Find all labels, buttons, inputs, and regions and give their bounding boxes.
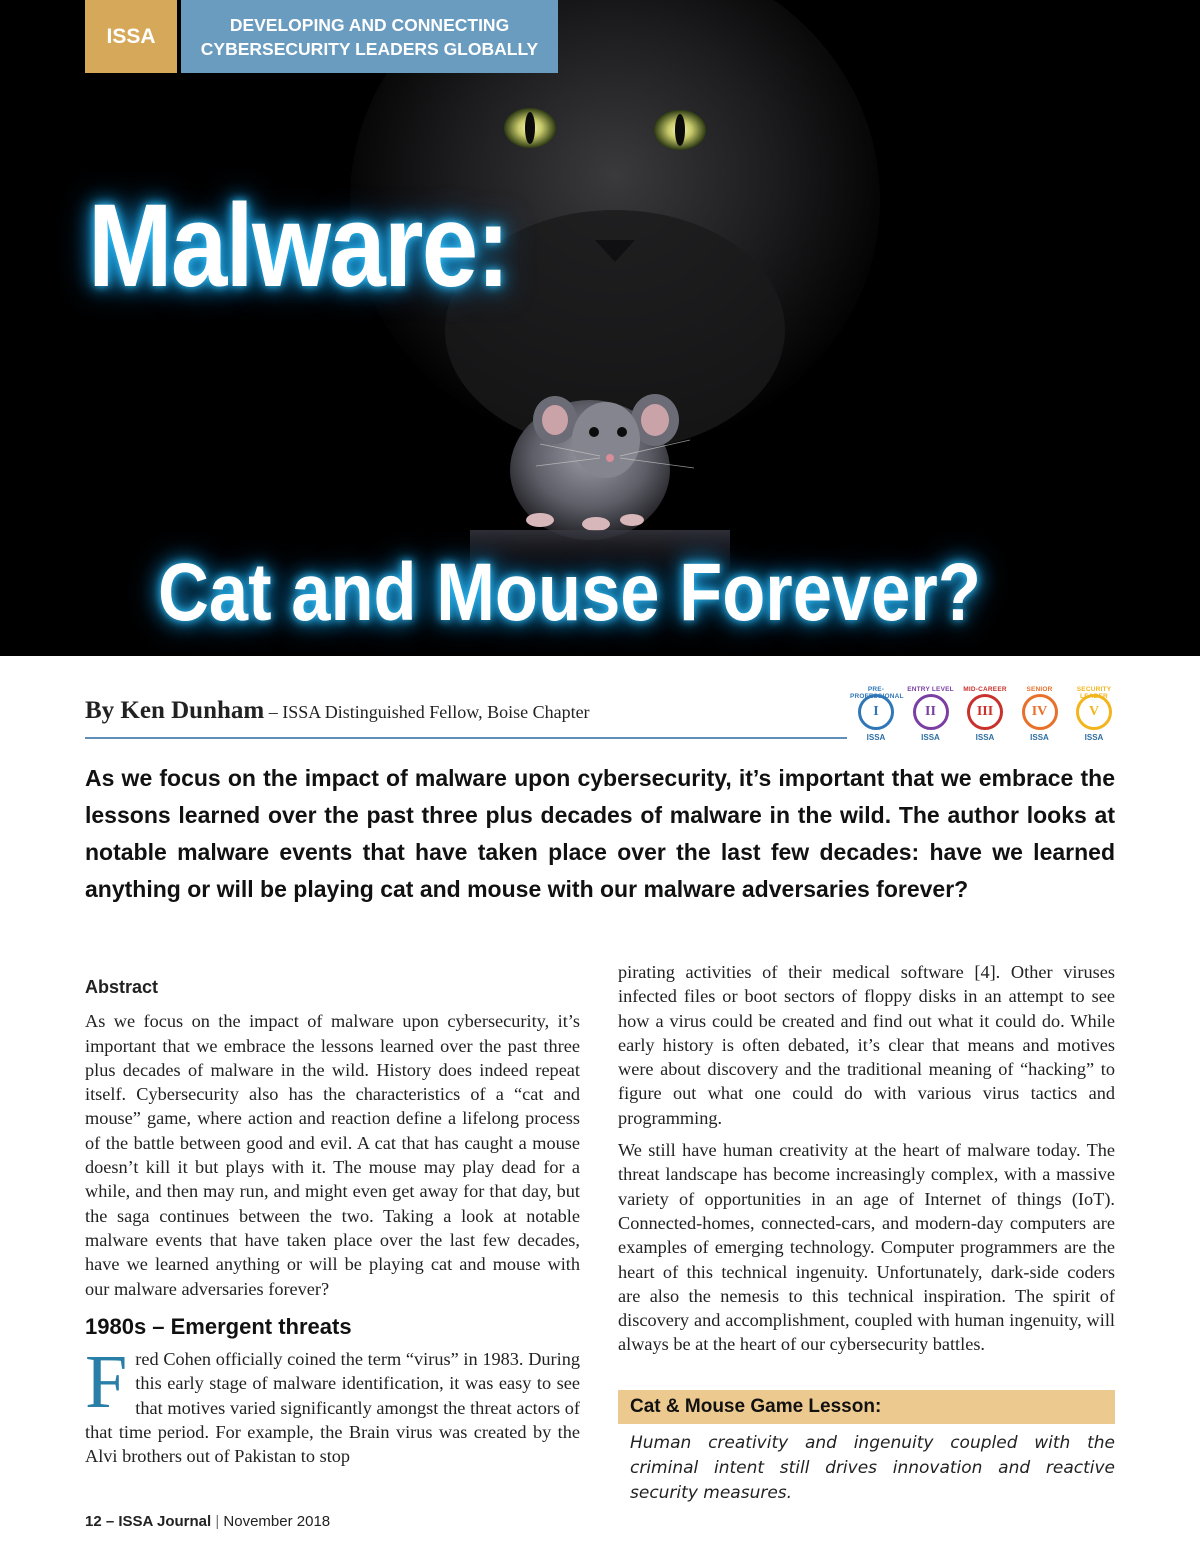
badge-pre-professional (850, 686, 902, 742)
footer-page-label: 12 – ISSA Journal (85, 1513, 212, 1530)
badge-numeral: III (976, 704, 994, 719)
padlock-icon (1022, 694, 1058, 730)
badge-arc-label: PRE-PROFESSIONAL (850, 686, 904, 700)
badge-numeral: V (1088, 704, 1100, 719)
badge-issa-mark: ISSA (866, 733, 886, 742)
byline-divider (85, 737, 847, 739)
badge-arc-label: SECURITY LEADER (1076, 686, 1112, 700)
section-1980s-text (85, 1340, 580, 1468)
badge-security-leader (1068, 686, 1120, 742)
badge-senior (1014, 686, 1066, 742)
right-paragraph-1: pirating activities of their medical software [4]. Other viruses infected files or boot sectors of floppy disks in an attempt to see how a virus could be created and find out what it could do. While early history is often debated, it’s clear that means and motives were about discovery and the traditional meaning of “hacking” to figure out what one could do with various virus tactics and programming. (618, 962, 1115, 1128)
padlock-icon (1076, 694, 1112, 730)
badge-issa-mark: ISSA (921, 733, 940, 742)
badge-issa-mark: ISSA (975, 733, 995, 742)
badge-numeral: I (873, 704, 879, 719)
badge-mid-career (959, 686, 1011, 742)
left-column (85, 975, 580, 1477)
lesson-text: Human creativity and ingenuity coupled with the criminal intent still drives innovation and reactive security measures. (630, 1433, 1115, 1503)
abstract-heading: Abstract (85, 977, 159, 997)
badge-issa-mark: ISSA (1030, 733, 1049, 742)
footer-separator: | (211, 1513, 224, 1530)
hero-banner (0, 0, 1200, 656)
badge-entry-level (905, 686, 957, 742)
article-deck: As we focus on the impact of malware upon cybersecurity, it’s important that we embrace the lessons learned over the past three plus decades of malware in the wild. The author looks at notable malware events that have taken place over the last few decades: have we learned anything or will be playing cat and mouse with our malware adversaries forever? (85, 765, 1115, 902)
article-title-line-1: Malware: (88, 180, 509, 312)
mission-banner (181, 0, 558, 73)
badge-numeral: IV (1031, 704, 1048, 719)
mission-line-1: DEVELOPING AND CONNECTING (229, 14, 510, 35)
issa-tag (85, 0, 177, 73)
lesson-callout (618, 1390, 1115, 1506)
abstract-text: As we focus on the impact of malware upon cybersecurity, it’s important that we embrace the lessons learned over the past three plus decades of malware in the wild. History does indeed repeat itself. Cybersecurity also has the characteristics of a “cat and mouse” game, where action and reaction define a lifelong process of the battle between good and evil. A cat that has caught a mouse doesn’t kill it but plays with it. The mouse may play dead for a while, and then may run, and might even get away for that day, but the saga continues between the two. Taking a look at notable malware events that have taken place over the last few decades, have we learned anything or will be playing cat and mouse with our malware adversaries forever? (85, 1011, 580, 1299)
author-affiliation: – ISSA Distinguished Fellow, Boise Chapter (264, 702, 590, 722)
badge-arc-label: SENIOR (1026, 686, 1053, 693)
lesson-heading: Cat & Mouse Game Lesson: (618, 1390, 1115, 1424)
padlock-icon (967, 694, 1003, 730)
drop-cap: F (85, 1340, 128, 1425)
page-footer (85, 1513, 330, 1530)
footer-date: November 2018 (223, 1513, 331, 1530)
issa-tag-label: ISSA (106, 24, 156, 48)
badge-numeral: II (925, 704, 936, 719)
article-title-line-2: Cat and Mouse Forever? (158, 547, 981, 638)
section-1980s-body: red Cohen officially coined the term “virus” in 1983. During this early stage of malware identification, it was easy to see that motives varied significantly amongst the threat actors of that time period. For example, the Brain virus was created by the Alvi brothers out of Pakistan to stop (85, 1349, 580, 1467)
right-column (618, 960, 1115, 1365)
section-heading-1980s: 1980s – Emergent threats (85, 1313, 352, 1339)
career-level-badges (850, 686, 1120, 742)
right-paragraph-2: We still have human creativity at the heart of malware today. The threat landscape has become increasingly complex, with a massive variety of opportunities in an age of Internet of things (IoT). Connected-homes, connected-cars, and modern-day computers are examples of emerging technology. Computer programmers are the heart of this technical ingenuity. Unfortunately, dark-side coders are also the nemesis to this technical inspiration. The spirit of discovery and accomplishment, coupled with human ingenuity, will always be at the heart of our cybersecurity battles. (618, 1140, 1115, 1355)
padlock-icon (858, 694, 894, 730)
byline (85, 697, 590, 725)
author-name: By Ken Dunham (85, 697, 265, 724)
badge-issa-mark: ISSA (1084, 733, 1104, 742)
padlock-icon (913, 694, 949, 730)
badge-arc-label: MID-CAREER (963, 686, 1007, 693)
badge-arc-label: ENTRY LEVEL (907, 686, 954, 693)
mission-line-2: CYBERSECURITY LEADERS GLOBALLY (200, 38, 539, 59)
